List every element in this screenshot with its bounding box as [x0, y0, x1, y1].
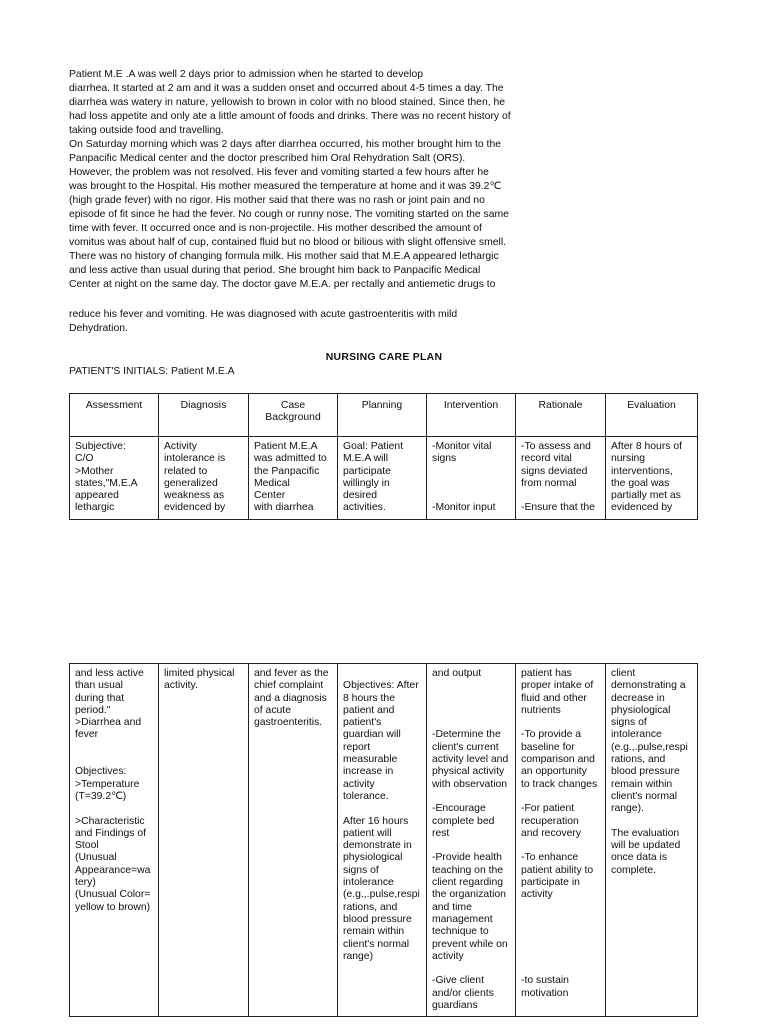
intervention-cell: and output -Determine the client's current activity level and physical activity with observation -Encourage complete bed rest -Provide health teaching on the client regarding the organization and time management technique to prevent while on activity -Give client and/or clients guardians — [427, 664, 516, 1017]
rationale-cell: -To assess and record vital signs deviated from normal -Ensure that the — [516, 437, 606, 520]
header-intervention: Intervention — [427, 394, 516, 437]
assessment-cell: and less active than usual during that period." >Diarrhea and fever Objectives: >Temperature (T=39.2℃) >Characteristic and Findings of Stool (Unusual Appearance=wa tery) (Unusual Color= yellow to brown) — [70, 664, 159, 1017]
header-evaluation: Evaluation — [606, 394, 698, 437]
patient-initials: PATIENT'S INITIALS: Patient M.E.A — [69, 366, 235, 377]
care-plan-table-page1 — [69, 393, 698, 520]
header-diagnosis: Diagnosis — [159, 394, 249, 437]
planning-cell: Goal: Patient M.E.A will participate willingly in desired activities. — [338, 437, 427, 520]
header-rationale: Rationale — [516, 394, 606, 437]
planning-cell: Objectives: After 8 hours the patient and patient's guardian will report measurable increase in activity tolerance. After 16 hours patient will demonstrate in physiological signs of intolerance (e.g.,.pulse,respi rations, and blood pressure remain within client's normal range) — [338, 664, 427, 1017]
header-case-background: Case Background — [249, 394, 338, 437]
care-plan-table-page2 — [69, 663, 698, 1017]
table-row — [70, 437, 698, 520]
diagnosis-cell: Activity intolerance is related to generalized weakness as evidenced by — [159, 437, 249, 520]
case-background-cell: and fever as the chief complaint and a diagnosis of acute gastroenteritis. — [249, 664, 338, 1017]
assessment-cell: Subjective: C/O >Mother states,"M.E.A appeared lethargic — [70, 437, 159, 520]
intervention-cell: -Monitor vital signs -Monitor input — [427, 437, 516, 520]
rationale-cell: patient has proper intake of fluid and other nutrients -To provide a baseline for comparison and an opportunity to track changes -For patient recuperation and recovery -To enhance patient ability to participate in activity -to sustain motivation — [516, 664, 606, 1017]
table-header-row — [70, 394, 698, 437]
nursing-care-plan-title: NURSING CARE PLAN — [325, 352, 443, 363]
history-paragraph: Patient M.E .A was well 2 days prior to admission when he started to develop diarrhea. It started at 2 am and it was a sudden onset and occurred about 4-5 times a day. The diarrhea was watery in nature, yellowish to brown in color with no blood stained. Since then, he had loss appetite and only ate a little amount of foods and drinks. There was no recent history of taking outside food and travelling. On Saturday morning which was 2 days after diarrhea occurred, his mother brought him to the Panpacific Medical center and the doctor prescribed him Oral Rehydration Salt (ORS). However, the problem was not resolved. His fever and vomiting started a few hours after he was brought to the Hospital. His mother measured the temperature at home and it was 39.2℃ (high grade fever) with no rigor. His mother said that there was no rash or joint pain and no episode of fit since he had the fever. No cough or runny nose. The vomiting started on the same time with fever. It occurred once and is non-projectile. His mother described the amount of vomitus was about half of cup, contained fluid but no blood or bilious with slight offensive smell. There was no history of changing formula milk. His mother said that M.E.A appeared lethargic and less active than usual during that period. She brought him back to Panpacific Medical Center at night on the same day. The doctor gave M.E.A. per rectally and antiemetic drugs to — [69, 69, 511, 290]
header-planning: Planning — [338, 394, 427, 437]
header-assessment: Assessment — [70, 394, 159, 437]
evaluation-cell: client demonstrating a decrease in physiological signs of intolerance (e.g.,.pulse,respi rations, and blood pressure remain within client's normal range). The evaluation will be updated once data is complete. — [606, 664, 698, 1017]
table-row — [70, 664, 698, 1017]
diagnosis-paragraph: reduce his fever and vomiting. He was diagnosed with acute gastroenteritis with mild Dehydration. — [69, 309, 458, 334]
diagnosis-cell: limited physical activity. — [159, 664, 249, 1017]
evaluation-cell: After 8 hours of nursing interventions, the goal was partially met as evidenced by — [606, 437, 698, 520]
case-background-cell: Patient M.E.A was admitted to the Panpacific Medical Center with diarrhea — [249, 437, 338, 520]
